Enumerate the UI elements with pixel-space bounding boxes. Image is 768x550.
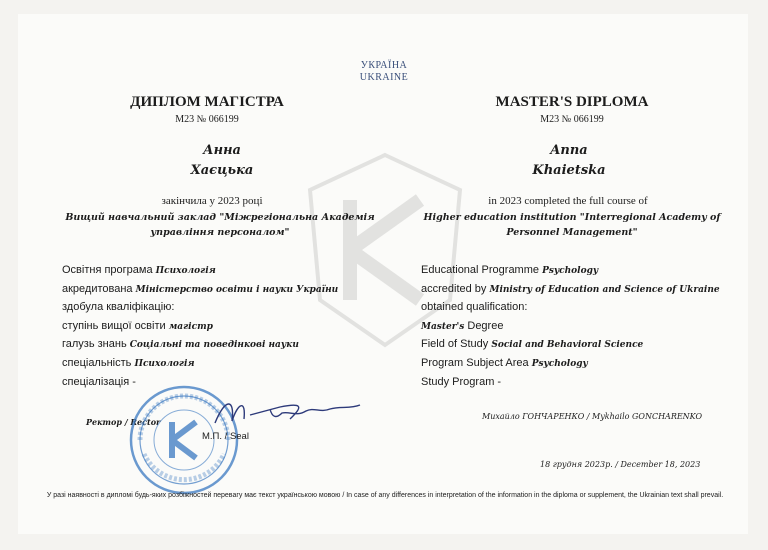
field-left-1: акредитована Міністерство освіти і науки України	[62, 283, 339, 295]
rector-label: Ректор / Rector	[86, 417, 161, 427]
first-name-english: Anna	[550, 143, 588, 158]
field-left-3: ступінь вищої освіти магістр	[62, 320, 213, 332]
field-right-2: obtained qualification:	[421, 301, 528, 313]
title-ukrainian: ДИПЛОМ МАГІСТРА	[130, 94, 284, 110]
field-right-5: Program Subject Area Psychology	[421, 357, 588, 369]
title-english: MASTER'S DIPLOMA	[495, 94, 649, 110]
field-right-0: Educational Programme Psychology	[421, 264, 599, 276]
field-right-3: Master's Degree	[421, 320, 504, 332]
field-left-5: спеціальність Психологія	[62, 357, 195, 369]
last-name-english: Khaietska	[532, 163, 606, 178]
field-left-0: Освітня програма Психологія	[62, 264, 216, 276]
institution-ukrainian: Вищий навчальний заклад "Міжрегіональна Академія управління персоналом"	[65, 212, 375, 238]
field-left-4: галузь знань Соціальні та поведінкові науки	[62, 338, 299, 350]
diploma-number-left: M23 № 066199	[175, 114, 239, 125]
footer-disclaimer: У разі наявності в дипломі будь-яких розбіжностей перевагу має текст українською мовою / In case of any differences in interpretation of the information in the diploma or supplement, the Ukrainian text shall prevail.	[46, 492, 724, 499]
first-name-ukrainian: Анна	[203, 143, 241, 158]
field-left-6: спеціалізація -	[62, 376, 136, 388]
completed-english: in 2023 completed the full course of	[488, 195, 648, 207]
diploma-number-right: M23 № 066199	[540, 114, 604, 125]
field-right-6: Study Program -	[421, 376, 502, 388]
institution-english: Higher education institution "Interregional Academy of Personnel Management"	[423, 212, 721, 238]
issue-date: 18 грудня 2023р. / December 18, 2023	[540, 460, 701, 469]
completed-ukrainian: закінчила у 2023 році	[161, 195, 263, 207]
field-right-4: Field of Study Social and Behavioral Science	[421, 338, 644, 350]
country-ukrainian: УКРАЇНА	[360, 60, 408, 71]
last-name-ukrainian: Хаєцька	[190, 163, 254, 178]
seal-label: М.П. / Seal	[202, 431, 249, 442]
country-english: UKRAINE	[359, 72, 409, 83]
field-left-2: здобула кваліфікацію:	[62, 301, 175, 313]
rector-signature	[210, 393, 370, 433]
field-right-1: accredited by Ministry of Education and Science of Ukraine	[421, 283, 720, 295]
rector-name: Михайло ГОНЧАРЕНКО / Mykhailo GONCHARENKO	[482, 412, 702, 421]
